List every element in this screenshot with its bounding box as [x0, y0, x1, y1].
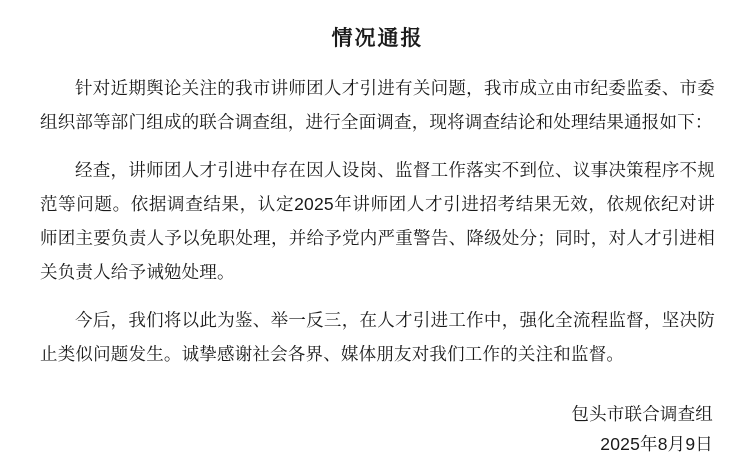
paragraph-1: 针对近期舆论关注的我市讲师团人才引进有关问题，我市成立由市纪委监委、市委组织部等部门组成的联合调查组，进行全面调查，现将调查结论和处理结果通报如下：	[40, 78, 715, 133]
paragraph-2: 经查，讲师团人才引进中存在因人设岗、监督工作落实不到位、议事决策程序不规范等问题。依据调查结果，认定2025年讲师团人才引进招考结果无效，依规依纪对讲师团主要负责人予以免职处理，并给予党内严重警告、降级处分；同时，对人才引进相关负责人给予诫勉处理。	[40, 160, 715, 283]
page-title: 情况通报	[331, 27, 424, 50]
document-body	[40, 71, 715, 385]
paragraph-3: 今后，我们将以此为鉴、举一反三，在人才引进工作中，强化全流程监督，坚决防止类似问题发生。诚挚感谢社会各界、媒体朋友对我们工作的关注和监督。	[40, 310, 715, 365]
signature-date: 2025年8月9日	[600, 434, 713, 455]
signature-block	[40, 399, 715, 459]
signature-organization: 包头市联合调查组	[571, 404, 713, 425]
